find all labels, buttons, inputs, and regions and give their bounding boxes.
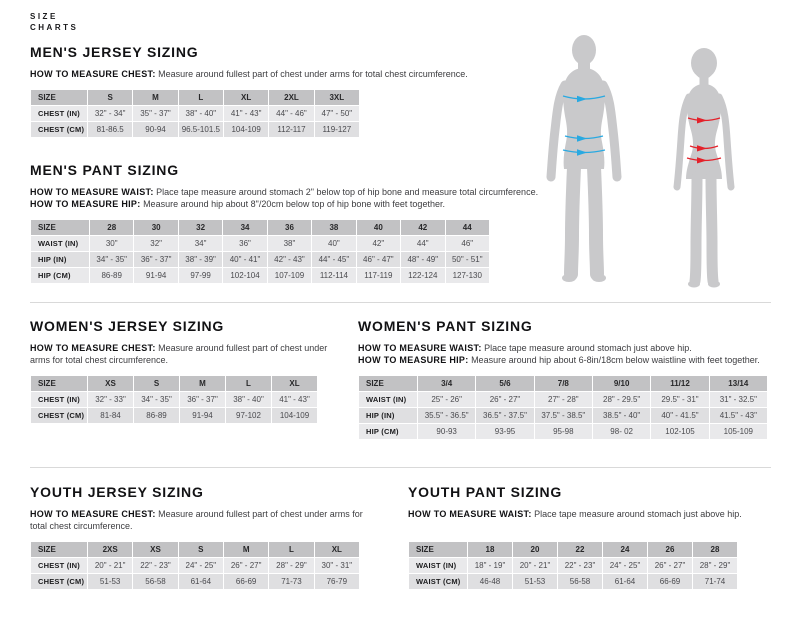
cell-value: 32" - 34" [88,106,132,121]
womens-pant-section [358,318,771,440]
column-header: SIZE [31,90,87,105]
row-label: WAIST (CM) [409,574,467,589]
row-label: HIP (IN) [31,252,89,267]
cell-value: 30" - 31" [315,558,359,573]
column-header: 40 [357,220,400,235]
cell-value: 22" - 23" [558,558,602,573]
how-to-label: HOW TO MEASURE HIP: [358,355,469,365]
male-silhouette [538,34,630,286]
section-heading: YOUTH JERSEY SIZING [30,484,204,500]
column-header: 9/10 [593,376,650,391]
column-header: 5/6 [476,376,533,391]
cell-value: 31" - 32.5" [710,392,767,407]
youth-jersey-section [30,484,380,590]
section-heading: YOUTH PANT SIZING [408,484,563,500]
column-header: 7/8 [535,376,592,391]
cell-value: 71-73 [269,574,313,589]
column-header: 2XL [269,90,313,105]
row-label: HIP (IN) [359,408,417,423]
header-row [31,90,359,105]
how-to-label: HOW TO MEASURE CHEST: [30,69,156,79]
cell-value: 119-127 [315,122,359,137]
column-header: 18 [468,542,512,557]
column-header: 2XS [88,542,132,557]
row-label: HIP (CM) [359,424,417,439]
cell-value: 90-94 [133,122,177,137]
section-divider [30,302,771,303]
how-to-text: Place tape measure around stomach just above hip. [484,343,692,353]
cell-value: 81-84 [88,408,133,423]
cell-value: 26" - 27" [648,558,692,573]
cell-value: 112-114 [312,268,355,283]
cell-value: 40" - 41.5" [651,408,708,423]
mens-jersey-size-table [30,89,360,138]
how-to-label: HOW TO MEASURE HIP: [30,199,141,209]
cell-value: 44" - 45" [312,252,355,267]
cell-value: 41" - 43" [224,106,268,121]
table-row [359,392,767,407]
female-silhouette [660,48,748,290]
page-title-line2: CHARTS [30,23,79,32]
column-header: 22 [558,542,602,557]
cell-value: 127-130 [446,268,490,283]
how-to-measure-line [358,354,771,366]
table-row [31,408,317,423]
section-heading: WOMEN'S JERSEY SIZING [30,318,225,334]
cell-value: 22" - 23" [133,558,177,573]
mens-pant-size-table [30,219,490,284]
womens-jersey-section [30,318,330,424]
how-to-text: Measure around fullest part of chest under arms for total chest circumference. [30,343,328,365]
column-header: XS [88,376,133,391]
mens-jersey-section [30,44,590,138]
column-header: 3XL [315,90,359,105]
how-to-measure-line [358,342,771,354]
cell-value: 44" [401,236,444,251]
cell-value: 51-53 [513,574,557,589]
cell-value: 20" - 21" [513,558,557,573]
cell-value: 28" - 29" [269,558,313,573]
section-divider [30,467,771,468]
row-label: CHEST (IN) [31,558,87,573]
cell-value: 91-94 [180,408,225,423]
header-row [359,376,767,391]
section-heading: MEN'S JERSEY SIZING [30,44,199,60]
column-header: L [226,376,271,391]
cell-value: 66-69 [224,574,268,589]
cell-value: 104-109 [224,122,268,137]
cell-value: 32" - 33" [88,392,133,407]
how-to-text: Place tape measure around stomach 2" below top of hip bone and measure total circumference. [156,187,539,197]
table-row [359,424,767,439]
cell-value: 24" - 25" [603,558,647,573]
column-header: XL [272,376,317,391]
cell-value: 61-64 [179,574,223,589]
cell-value: 41.5" - 43" [710,408,767,423]
cell-value: 34" - 35" [134,392,179,407]
column-header: SIZE [359,376,417,391]
column-header: L [179,90,223,105]
cell-value: 117-119 [357,268,400,283]
cell-value: 26" - 27" [224,558,268,573]
cell-value: 86-89 [134,408,179,423]
table-row [31,236,489,251]
cell-value: 38.5" - 40" [593,408,650,423]
cell-value: 71-74 [693,574,737,589]
cell-value: 36.5" - 37.5" [476,408,533,423]
cell-value: 36" - 37" [134,252,177,267]
cell-value: 35" - 37" [133,106,177,121]
cell-value: 97-102 [226,408,271,423]
how-to-measure-line [30,186,590,198]
how-to-text: Measure around fullest part of chest under arms for total chest circumference. [158,69,468,79]
cell-value: 40" - 41" [223,252,266,267]
table-row [31,558,359,573]
table-row [31,392,317,407]
womens-pant-size-table [358,375,768,440]
youth-pant-size-table [408,541,738,590]
how-to-measure-line [30,508,380,532]
cell-value: 56-58 [133,574,177,589]
cell-value: 81-86.5 [88,122,132,137]
section-heading: WOMEN'S PANT SIZING [358,318,533,334]
cell-value: 96.5-101.5 [179,122,223,137]
cell-value: 36" [223,236,266,251]
how-to-label: HOW TO MEASURE WAIST: [30,187,154,197]
cell-value: 48" - 49" [401,252,444,267]
cell-value: 44" - 46" [269,106,313,121]
column-header: M [180,376,225,391]
cell-value: 46" [446,236,490,251]
column-header: 36 [268,220,311,235]
row-label: CHEST (CM) [31,408,87,423]
cell-value: 37.5" - 38.5" [535,408,592,423]
cell-value: 47" - 50" [315,106,359,121]
cell-value: 98- 02 [593,424,650,439]
cell-value: 32" [134,236,177,251]
female-body [677,48,731,288]
table-row [31,268,489,283]
table-row [31,252,489,267]
column-header: 24 [603,542,647,557]
how-to-label: HOW TO MEASURE WAIST: [358,343,482,353]
table-row [409,558,737,573]
youth-pant-section [408,484,758,590]
how-to-text: Measure around hip about 6-8in/18cm below waistline with feet together. [471,355,760,365]
cell-value: 86-89 [90,268,133,283]
cell-value: 34" [179,236,222,251]
header-row [31,220,489,235]
column-header: 26 [648,542,692,557]
header-row [409,542,737,557]
column-header: 13/14 [710,376,767,391]
how-to-measure-line [30,342,330,366]
cell-value: 51-53 [88,574,132,589]
cell-value: 36" - 37" [180,392,225,407]
how-to-text: Measure around fullest part of chest under arms for total chest circumference. [30,509,363,531]
section-heading: MEN'S PANT SIZING [30,162,179,178]
row-label: WAIST (IN) [359,392,417,407]
male-body [551,35,617,282]
cell-value: 93-95 [476,424,533,439]
cell-value: 25" - 26" [418,392,475,407]
cell-value: 42" - 43" [268,252,311,267]
table-row [359,408,767,423]
table-row [31,106,359,121]
cell-value: 102-105 [651,424,708,439]
cell-value: 107-109 [268,268,311,283]
cell-value: 35.5" - 36.5" [418,408,475,423]
row-label: WAIST (IN) [31,236,89,251]
table-row [409,574,737,589]
how-to-text: Place tape measure around stomach just above hip. [534,509,742,519]
page-title [30,11,78,33]
column-header: SIZE [409,542,467,557]
cell-value: 28" - 29" [693,558,737,573]
column-header: 38 [312,220,355,235]
cell-value: 38" [268,236,311,251]
column-header: M [133,90,177,105]
cell-value: 97-99 [179,268,222,283]
cell-value: 46-48 [468,574,512,589]
row-label: CHEST (IN) [31,392,87,407]
how-to-label: HOW TO MEASURE CHEST: [30,343,156,353]
cell-value: 61-64 [603,574,647,589]
cell-value: 90-93 [418,424,475,439]
cell-value: 40" [312,236,355,251]
cell-value: 56-58 [558,574,602,589]
cell-value: 27" - 28" [535,392,592,407]
cell-value: 66-69 [648,574,692,589]
cell-value: 38" - 39" [179,252,222,267]
column-header: S [88,90,132,105]
column-header: SIZE [31,542,87,557]
header-row [31,376,317,391]
row-label: WAIST (IN) [409,558,467,573]
cell-value: 102-104 [223,268,266,283]
column-header: M [224,542,268,557]
cell-value: 42" [357,236,400,251]
cell-value: 46" - 47" [357,252,400,267]
cell-value: 122-124 [401,268,444,283]
cell-value: 24" - 25" [179,558,223,573]
column-header: L [269,542,313,557]
row-label: CHEST (IN) [31,106,87,121]
how-to-measure-line [30,68,590,80]
cell-value: 28" - 29.5" [593,392,650,407]
column-header: 3/4 [418,376,475,391]
column-header: 28 [693,542,737,557]
column-header: 44 [446,220,490,235]
cell-value: 91-94 [134,268,177,283]
cell-value: 104-109 [272,408,317,423]
column-header: SIZE [31,376,87,391]
column-header: 30 [134,220,177,235]
column-header: XS [133,542,177,557]
cell-value: 38" - 40" [226,392,271,407]
header-row [31,542,359,557]
mens-pant-section [30,162,590,284]
cell-value: 20" - 21" [88,558,132,573]
page-title-line1: SIZE [30,12,58,21]
column-header: 11/12 [651,376,708,391]
column-header: 34 [223,220,266,235]
cell-value: 26" - 27" [476,392,533,407]
youth-jersey-size-table [30,541,360,590]
cell-value: 41" - 43" [272,392,317,407]
cell-value: 112-117 [269,122,313,137]
column-header: S [179,542,223,557]
how-to-measure-line [408,508,758,520]
column-header: SIZE [31,220,89,235]
table-row [31,122,359,137]
table-row [31,574,359,589]
row-label: CHEST (CM) [31,122,87,137]
how-to-text: Measure around hip about 8"/20cm below top of hip bone with feet together. [143,199,445,209]
cell-value: 30" [90,236,133,251]
cell-value: 29.5" - 31" [651,392,708,407]
row-label: HIP (CM) [31,268,89,283]
cell-value: 105-109 [710,424,767,439]
how-to-label: HOW TO MEASURE CHEST: [30,509,156,519]
cell-value: 18" - 19" [468,558,512,573]
how-to-label: HOW TO MEASURE WAIST: [408,509,532,519]
column-header: XL [224,90,268,105]
column-header: 42 [401,220,444,235]
column-header: S [134,376,179,391]
column-header: XL [315,542,359,557]
womens-jersey-size-table [30,375,318,424]
row-label: CHEST (CM) [31,574,87,589]
column-header: 20 [513,542,557,557]
cell-value: 34" - 35" [90,252,133,267]
cell-value: 95-98 [535,424,592,439]
column-header: 28 [90,220,133,235]
cell-value: 50" - 51" [446,252,490,267]
how-to-measure-line [30,198,590,210]
column-header: 32 [179,220,222,235]
cell-value: 38" - 40" [179,106,223,121]
cell-value: 76-79 [315,574,359,589]
